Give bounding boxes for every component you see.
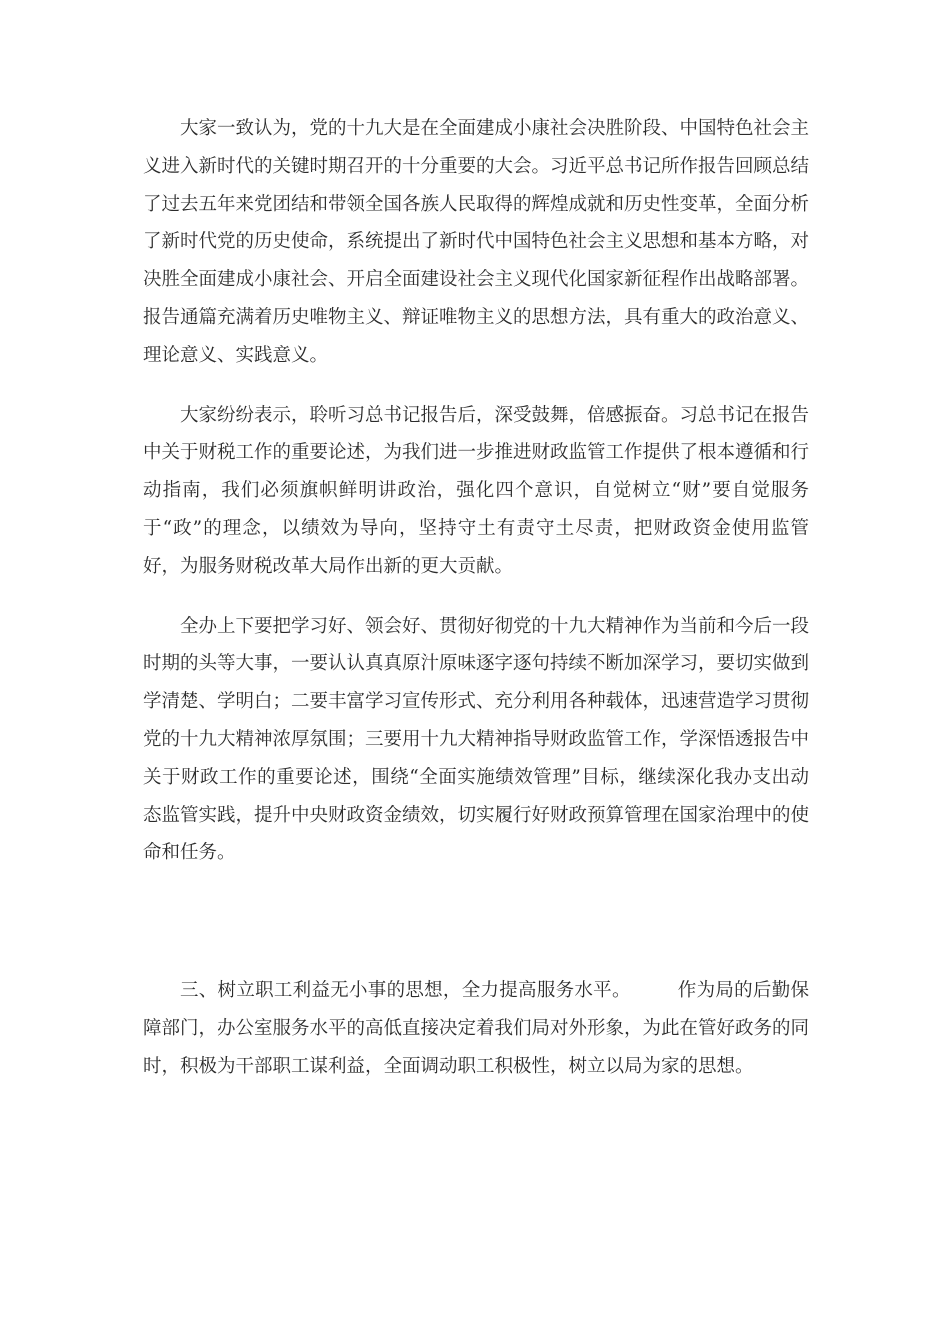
paragraph-study-plan: 全办上下要把学习好、领会好、贯彻好彻党的十九大精神作为当前和今后一段时期的头等大事，一要认认真真原汁原味逐字逐句持续不断加深学习，要切实做到学清楚、学明白；二要丰富学习宣传形式、充分利用各种载体，迅速营造学习贯彻党的十九大精神浓厚氛围；三要用十九大精神指导财政监管工作，学深悟透报告中关于财政工作的重要论述，围绕“全面实施绩效管理”目标，继续深化我办支出动态监管实践，提升中央财政资金绩效，切实履行好财政预算管理在国家治理中的使命和任务。 [143, 615, 810, 864]
paragraph-consensus: 大家一致认为，党的十九大是在全面建成小康社会决胜阶段、中国特色社会主义进入新时代的关键时期召开的十分重要的大会。习近平总书记所作报告回顾总结了过去五年来党团结和带领全国各族人民取得的辉煌成就和历史性变革，全面分析了新时代党的历史使命，系统提出了新时代中国特色社会主义思想和基本方略，对决胜全面建成小康社会、开启全面建设社会主义现代化国家新征程作出战略部署。报告通篇充满着历史唯物主义、辩证唯物主义的思想方法，具有重大的政治意义、理论意义、实践意义。 [143, 118, 810, 366]
paragraph-section-three: 三、树立职工利益无小事的思想，全力提高服务水平。 作为局的后勤保障部门，办公室服务水平的高低直接决定着我们局对外形象，为此在管好政务的同时，积极为干部职工谋利益，全面调动职工积极性，树立以局为家的思想。 [143, 980, 810, 1077]
paragraph-encouragement: 大家纷纷表示，聆听习总书记报告后，深受鼓舞，倍感振奋。习总书记在报告中关于财税工作的重要论述，为我们进一步推进财政监管工作提供了根本遵循和行动指南，我们必须旗帜鲜明讲政治，强化四个意识，自觉树立“财”要自觉服务于“政”的理念，以绩效为导向，坚持守土有责守土尽责，把财政资金使用监管好，为服务财税改革大局作出新的更大贡献。 [143, 404, 810, 577]
document-page [143, 110, 809, 1086]
